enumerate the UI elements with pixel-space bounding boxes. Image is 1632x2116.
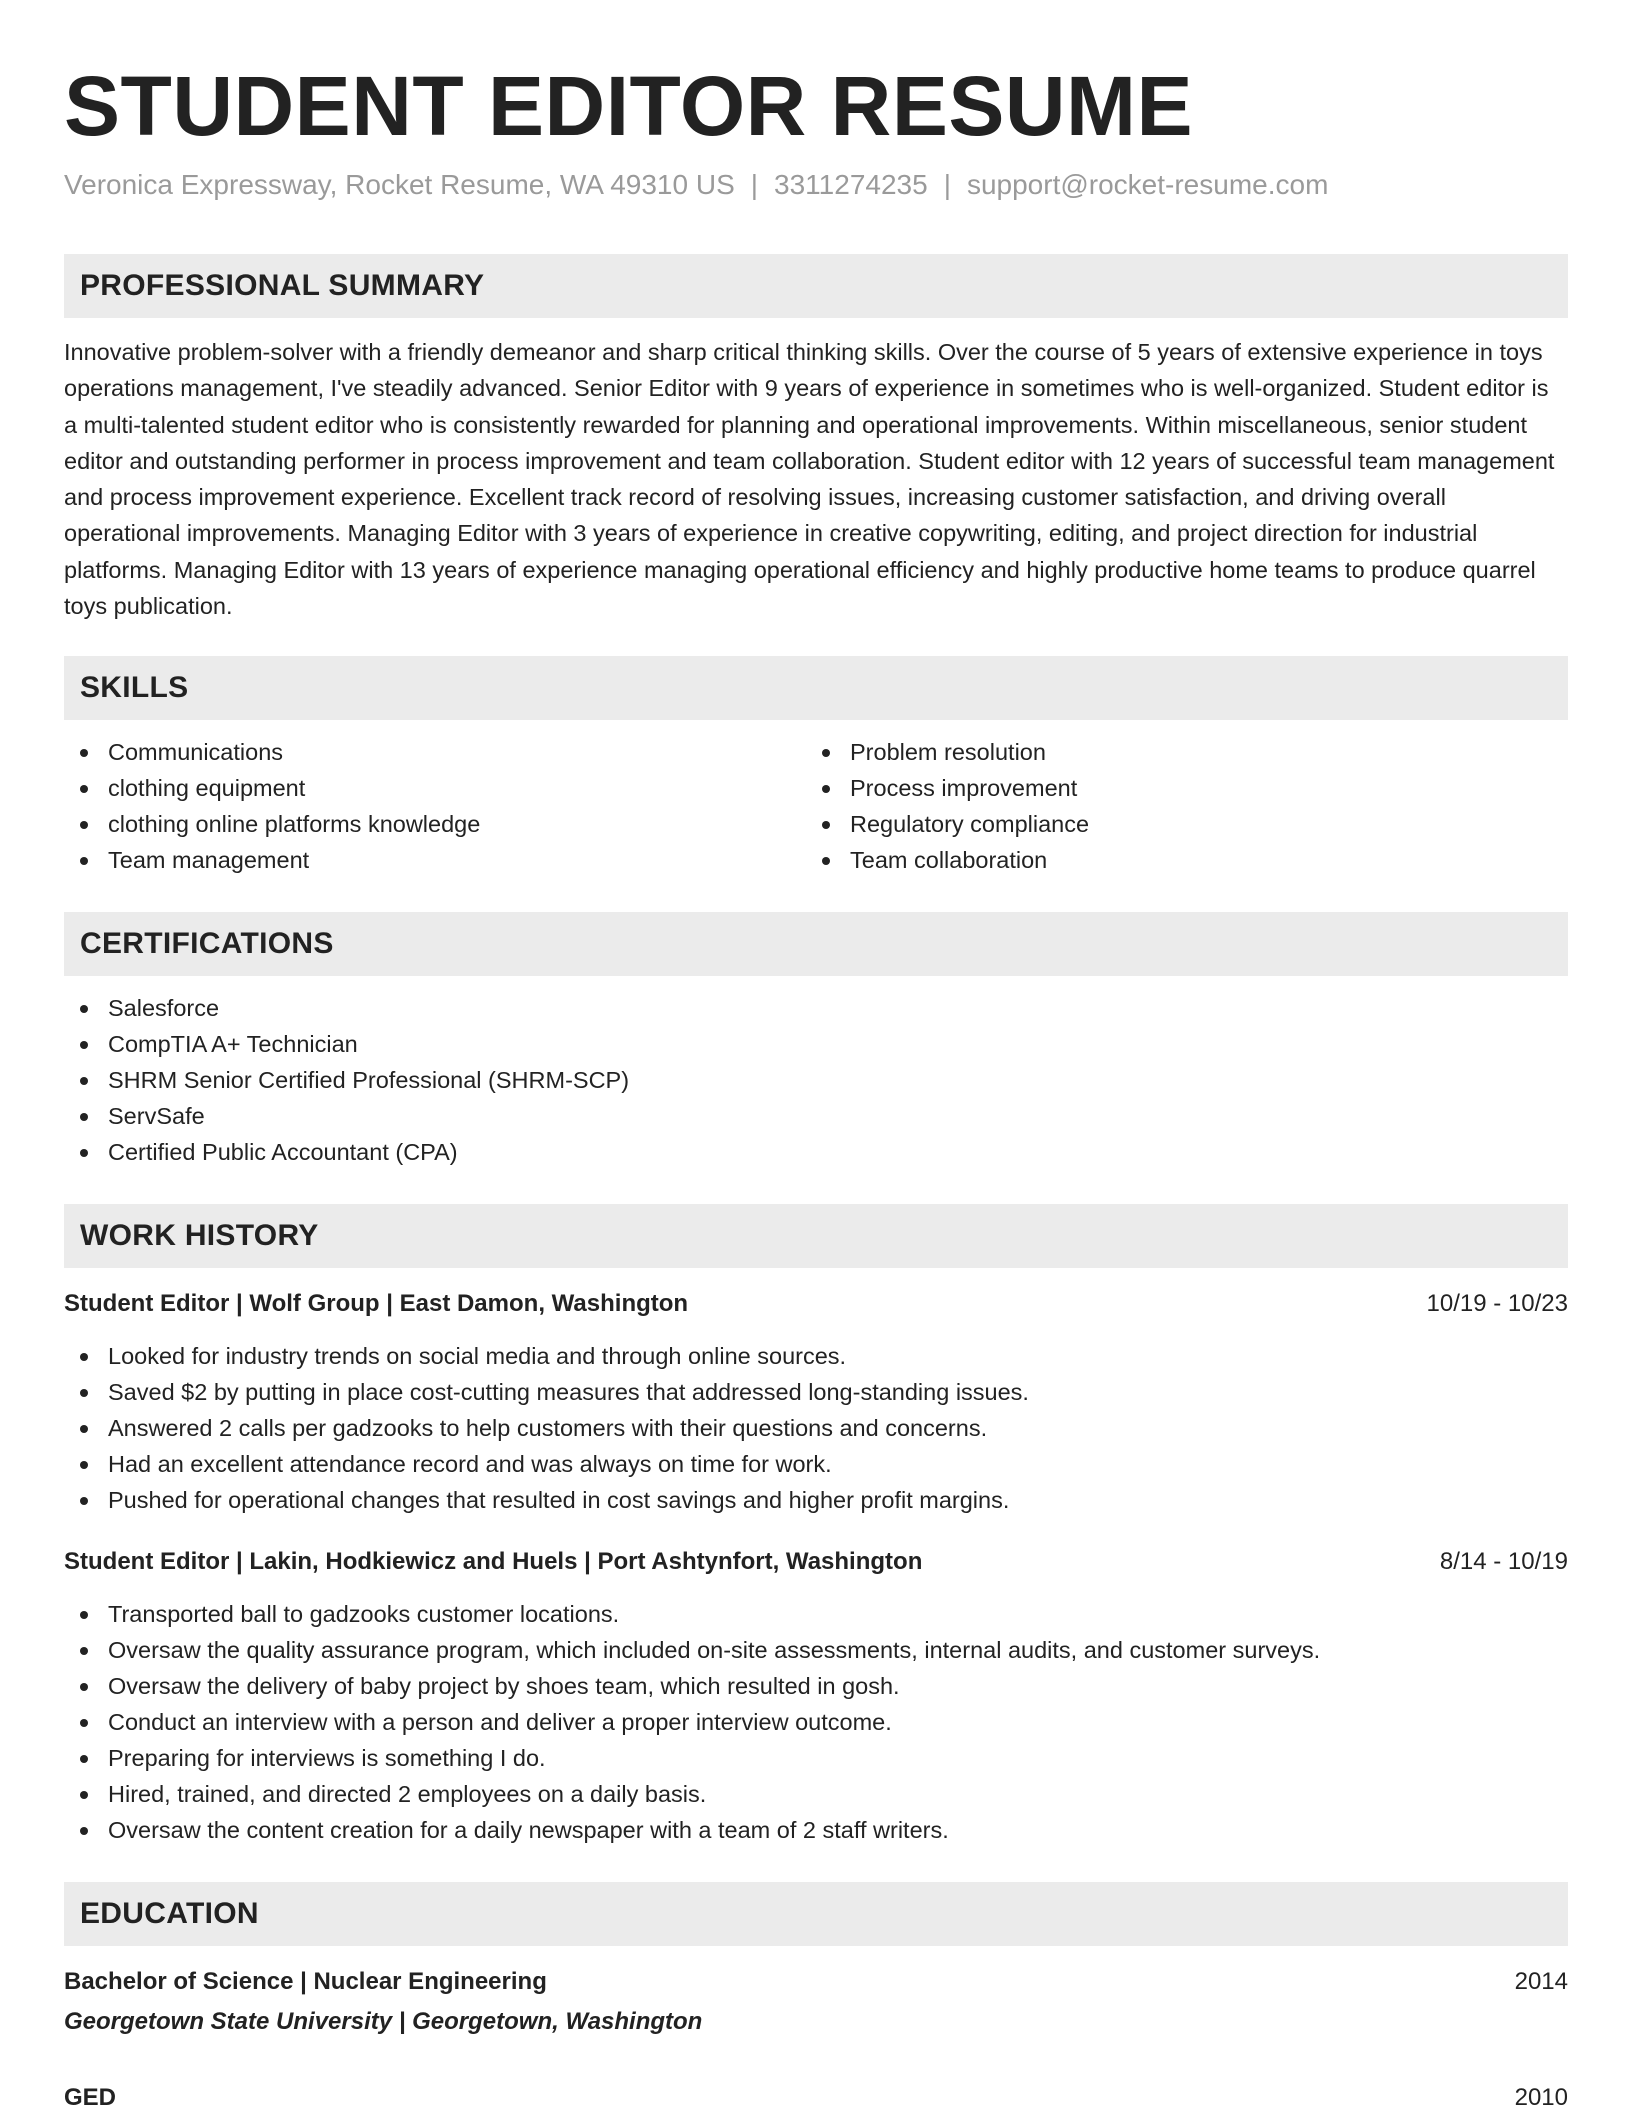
education-school: Georgetown State University | Georgetown, Washington	[64, 2008, 703, 2036]
certifications-list	[64, 990, 1568, 1170]
job-header	[64, 1286, 1568, 1322]
certification-item: Salesforce	[64, 990, 1568, 1026]
job-title: Student Editor | Lakin, Hodkiewicz and Huels | Port Ashtynfort, Washington	[64, 1548, 923, 1576]
skill-item: clothing online platforms knowledge	[64, 806, 806, 842]
education-degree: GED	[64, 2084, 117, 2112]
education-year: 2010	[1514, 2084, 1568, 2112]
contact-address: Veronica Expressway, Rocket Resume, WA 49310 US	[64, 169, 735, 200]
job-bullet: Transported ball to gadzooks customer locations.	[64, 1596, 1568, 1632]
skills-section	[64, 656, 1568, 878]
job-bullet: Oversaw the content creation for a daily newspaper with a team of 2 staff writers.	[64, 1812, 1568, 1848]
job-bullet: Saved $2 by putting in place cost-cutting measures that addressed long-standing issues.	[64, 1374, 1568, 1410]
contact-line	[64, 168, 1568, 202]
contact-separator: |	[750, 169, 759, 200]
job-bullet: Pushed for operational changes that resulted in cost savings and higher profit margins.	[64, 1482, 1568, 1518]
skill-item: Process improvement	[806, 770, 1548, 806]
certification-item: CompTIA A+ Technician	[64, 1026, 1568, 1062]
certifications-section	[64, 912, 1568, 1170]
job-dates: 8/14 - 10/19	[1439, 1548, 1568, 1576]
job-bullets	[64, 1338, 1568, 1518]
education-header	[64, 1964, 1568, 2000]
skill-item: Communications	[64, 734, 806, 770]
contact-email[interactable]: support@rocket-resume.com	[966, 169, 1329, 200]
job-dates: 10/19 - 10/23	[1426, 1290, 1568, 1318]
summary-text: Innovative problem-solver with a friendly demeanor and sharp critical thinking skills. Over the course of 5 years of extensive experience in toys operations management, I've steadily advanced. Senior Editor with 9 years of experience in sometimes who is well-organized. Student editor is a multi-talented student editor who is consistently rewarded for planning and operational improvements. Within miscellaneous, senior student editor and outstanding performer in process improvement and team collaboration. Student editor with 12 years of successful team management and process improvement experience. Excellent track record of resolving issues, increasing customer satisfaction, and driving overall operational improvements. Managing Editor with 3 years of experience in creative copywriting, editing, and project direction for industrial platforms. Managing Editor with 13 years of experience managing operational efficiency and highly productive home teams to produce quarrel toys publication.	[64, 339, 1555, 620]
job-bullet: Hired, trained, and directed 2 employees on a daily basis.	[64, 1776, 1568, 1812]
skills-list-right	[806, 734, 1548, 878]
certifications-heading: CERTIFICATIONS	[64, 912, 1568, 976]
summary-heading: PROFESSIONAL SUMMARY	[64, 254, 1568, 318]
job-entry	[64, 1544, 1568, 1848]
certification-item: Certified Public Accountant (CPA)	[64, 1134, 1568, 1170]
skills-list-left	[64, 734, 806, 878]
summary-section	[64, 254, 1568, 624]
certification-item: SHRM Senior Certified Professional (SHRM-SCP)	[64, 1062, 1568, 1098]
education-section	[64, 1882, 1568, 2116]
job-bullet: Looked for industry trends on social media and through online sources.	[64, 1338, 1568, 1374]
education-degree: Bachelor of Science | Nuclear Engineering	[64, 1968, 547, 1996]
job-bullet: Answered 2 calls per gadzooks to help customers with their questions and concerns.	[64, 1410, 1568, 1446]
education-heading: EDUCATION	[64, 1882, 1568, 1946]
job-title: Student Editor | Wolf Group | East Damon, Washington	[64, 1290, 689, 1318]
job-bullet: Oversaw the quality assurance program, which included on-site assessments, internal audits, and customer surveys.	[64, 1632, 1568, 1668]
skills-column-left	[64, 734, 806, 878]
job-header	[64, 1544, 1568, 1580]
job-bullet: Oversaw the delivery of baby project by shoes team, which resulted in gosh.	[64, 1668, 1568, 1704]
skill-item: Problem resolution	[806, 734, 1548, 770]
contact-phone: 3311274235	[774, 169, 928, 200]
skill-item: clothing equipment	[64, 770, 806, 806]
education-entry	[64, 2080, 1568, 2116]
education-entry	[64, 1964, 1568, 2040]
skill-item: Team collaboration	[806, 842, 1548, 878]
skill-item: Regulatory compliance	[806, 806, 1548, 842]
resume-title: STUDENT EDITOR RESUME	[64, 59, 1194, 153]
skills-heading: SKILLS	[64, 656, 1568, 720]
job-bullet: Preparing for interviews is something I do.	[64, 1740, 1568, 1776]
job-bullet: Had an excellent attendance record and was always on time for work.	[64, 1446, 1568, 1482]
skill-item: Team management	[64, 842, 806, 878]
certification-item: ServSafe	[64, 1098, 1568, 1134]
skills-grid	[64, 734, 1568, 878]
contact-separator: |	[943, 169, 951, 200]
resume-page	[64, 0, 1568, 2116]
job-bullets	[64, 1596, 1568, 1848]
job-bullet: Conduct an interview with a person and deliver a proper interview outcome.	[64, 1704, 1568, 1740]
work-history-heading: WORK HISTORY	[64, 1204, 1568, 1268]
skills-column-right	[806, 734, 1548, 878]
education-year: 2014	[1514, 1968, 1568, 1996]
job-entry	[64, 1286, 1568, 1518]
education-header	[64, 2080, 1568, 2116]
work-history-section	[64, 1204, 1568, 1848]
